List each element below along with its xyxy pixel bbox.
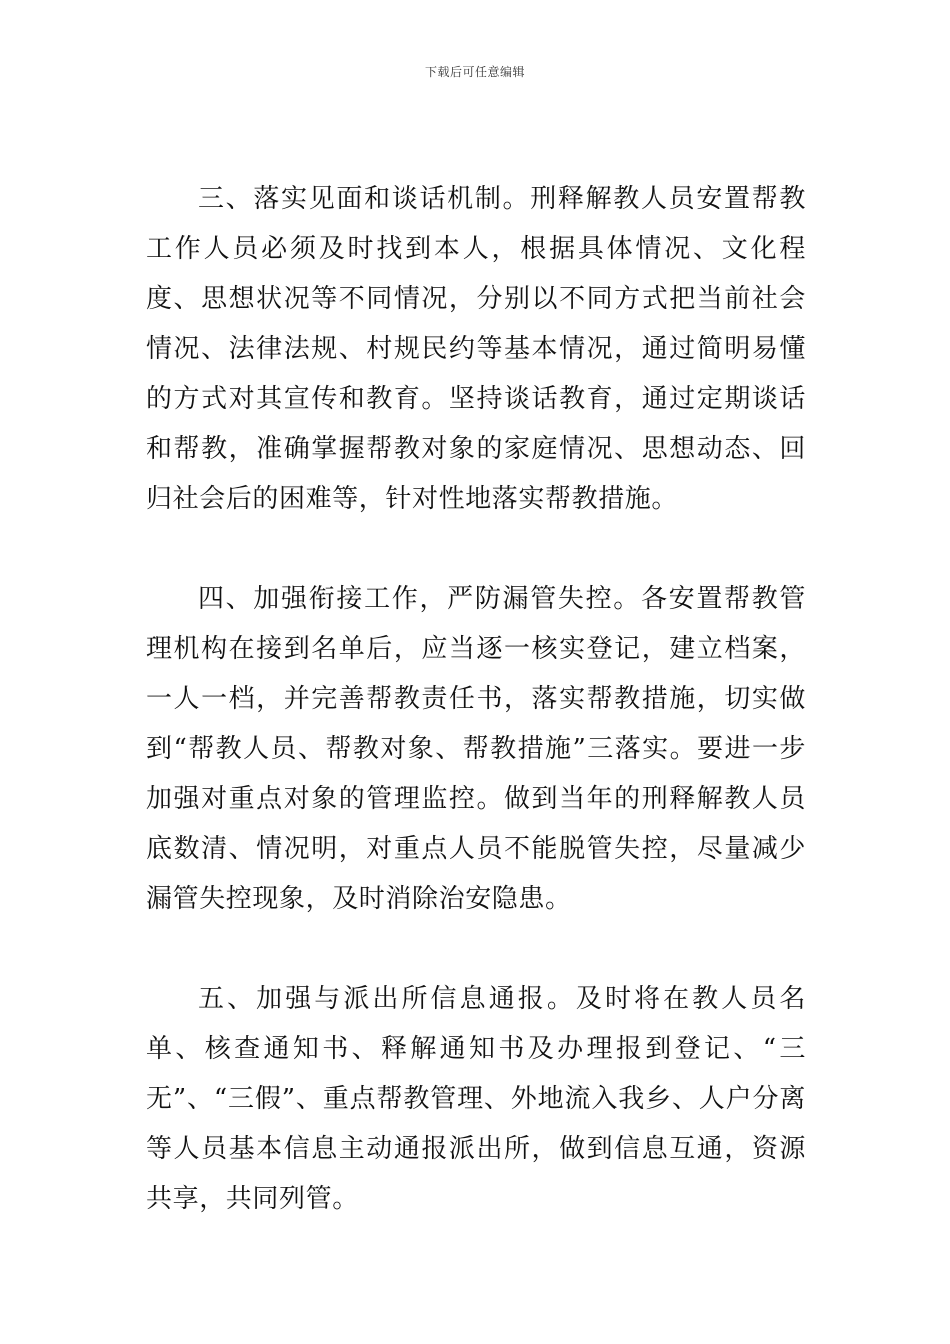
paragraph-section-3: 三、落实见面和谈话机制。刑释解教人员安置帮教工作人员必须及时找到本人，根据具体情况、文化程度、思想状况等不同情况，分别以不同方式把当前社会情况、法律法规、村规民约等基本情况，通过简明易懂的方式对其宣传和教育。坚持谈话教育，通过定期谈话和帮教，准确掌握帮教对象的家庭情况、思想动态、回归社会后的困难等，针对性地落实帮教措施。	[146, 184, 806, 514]
paragraph-section-4: 四、加强衔接工作，严防漏管失控。各安置帮教管理机构在接到名单后，应当逐一核实登记，建立档案，一人一档，并完善帮教责任书，落实帮教措施，切实做到“帮教人员、帮教对象、帮教措施”三落实。要进一步加强对重点对象的管理监控。做到当年的刑释解教人员底数清、情况明，对重点人员不能脱管失控，尽量减少漏管失控现象，及时消除治安隐患。	[146, 584, 806, 914]
page-header: 下载后可任意编辑	[424, 65, 525, 79]
document-body	[146, 174, 806, 1224]
paragraph-section-5: 五、加强与派出所信息通报。及时将在教人员名单、核查通知书、释解通知书及办理报到登记、“三无”、“三假”、重点帮教管理、外地流入我乡、人户分离等人员基本信息主动通报派出所，做到信息互通，资源共享，共同列管。	[146, 984, 806, 1214]
